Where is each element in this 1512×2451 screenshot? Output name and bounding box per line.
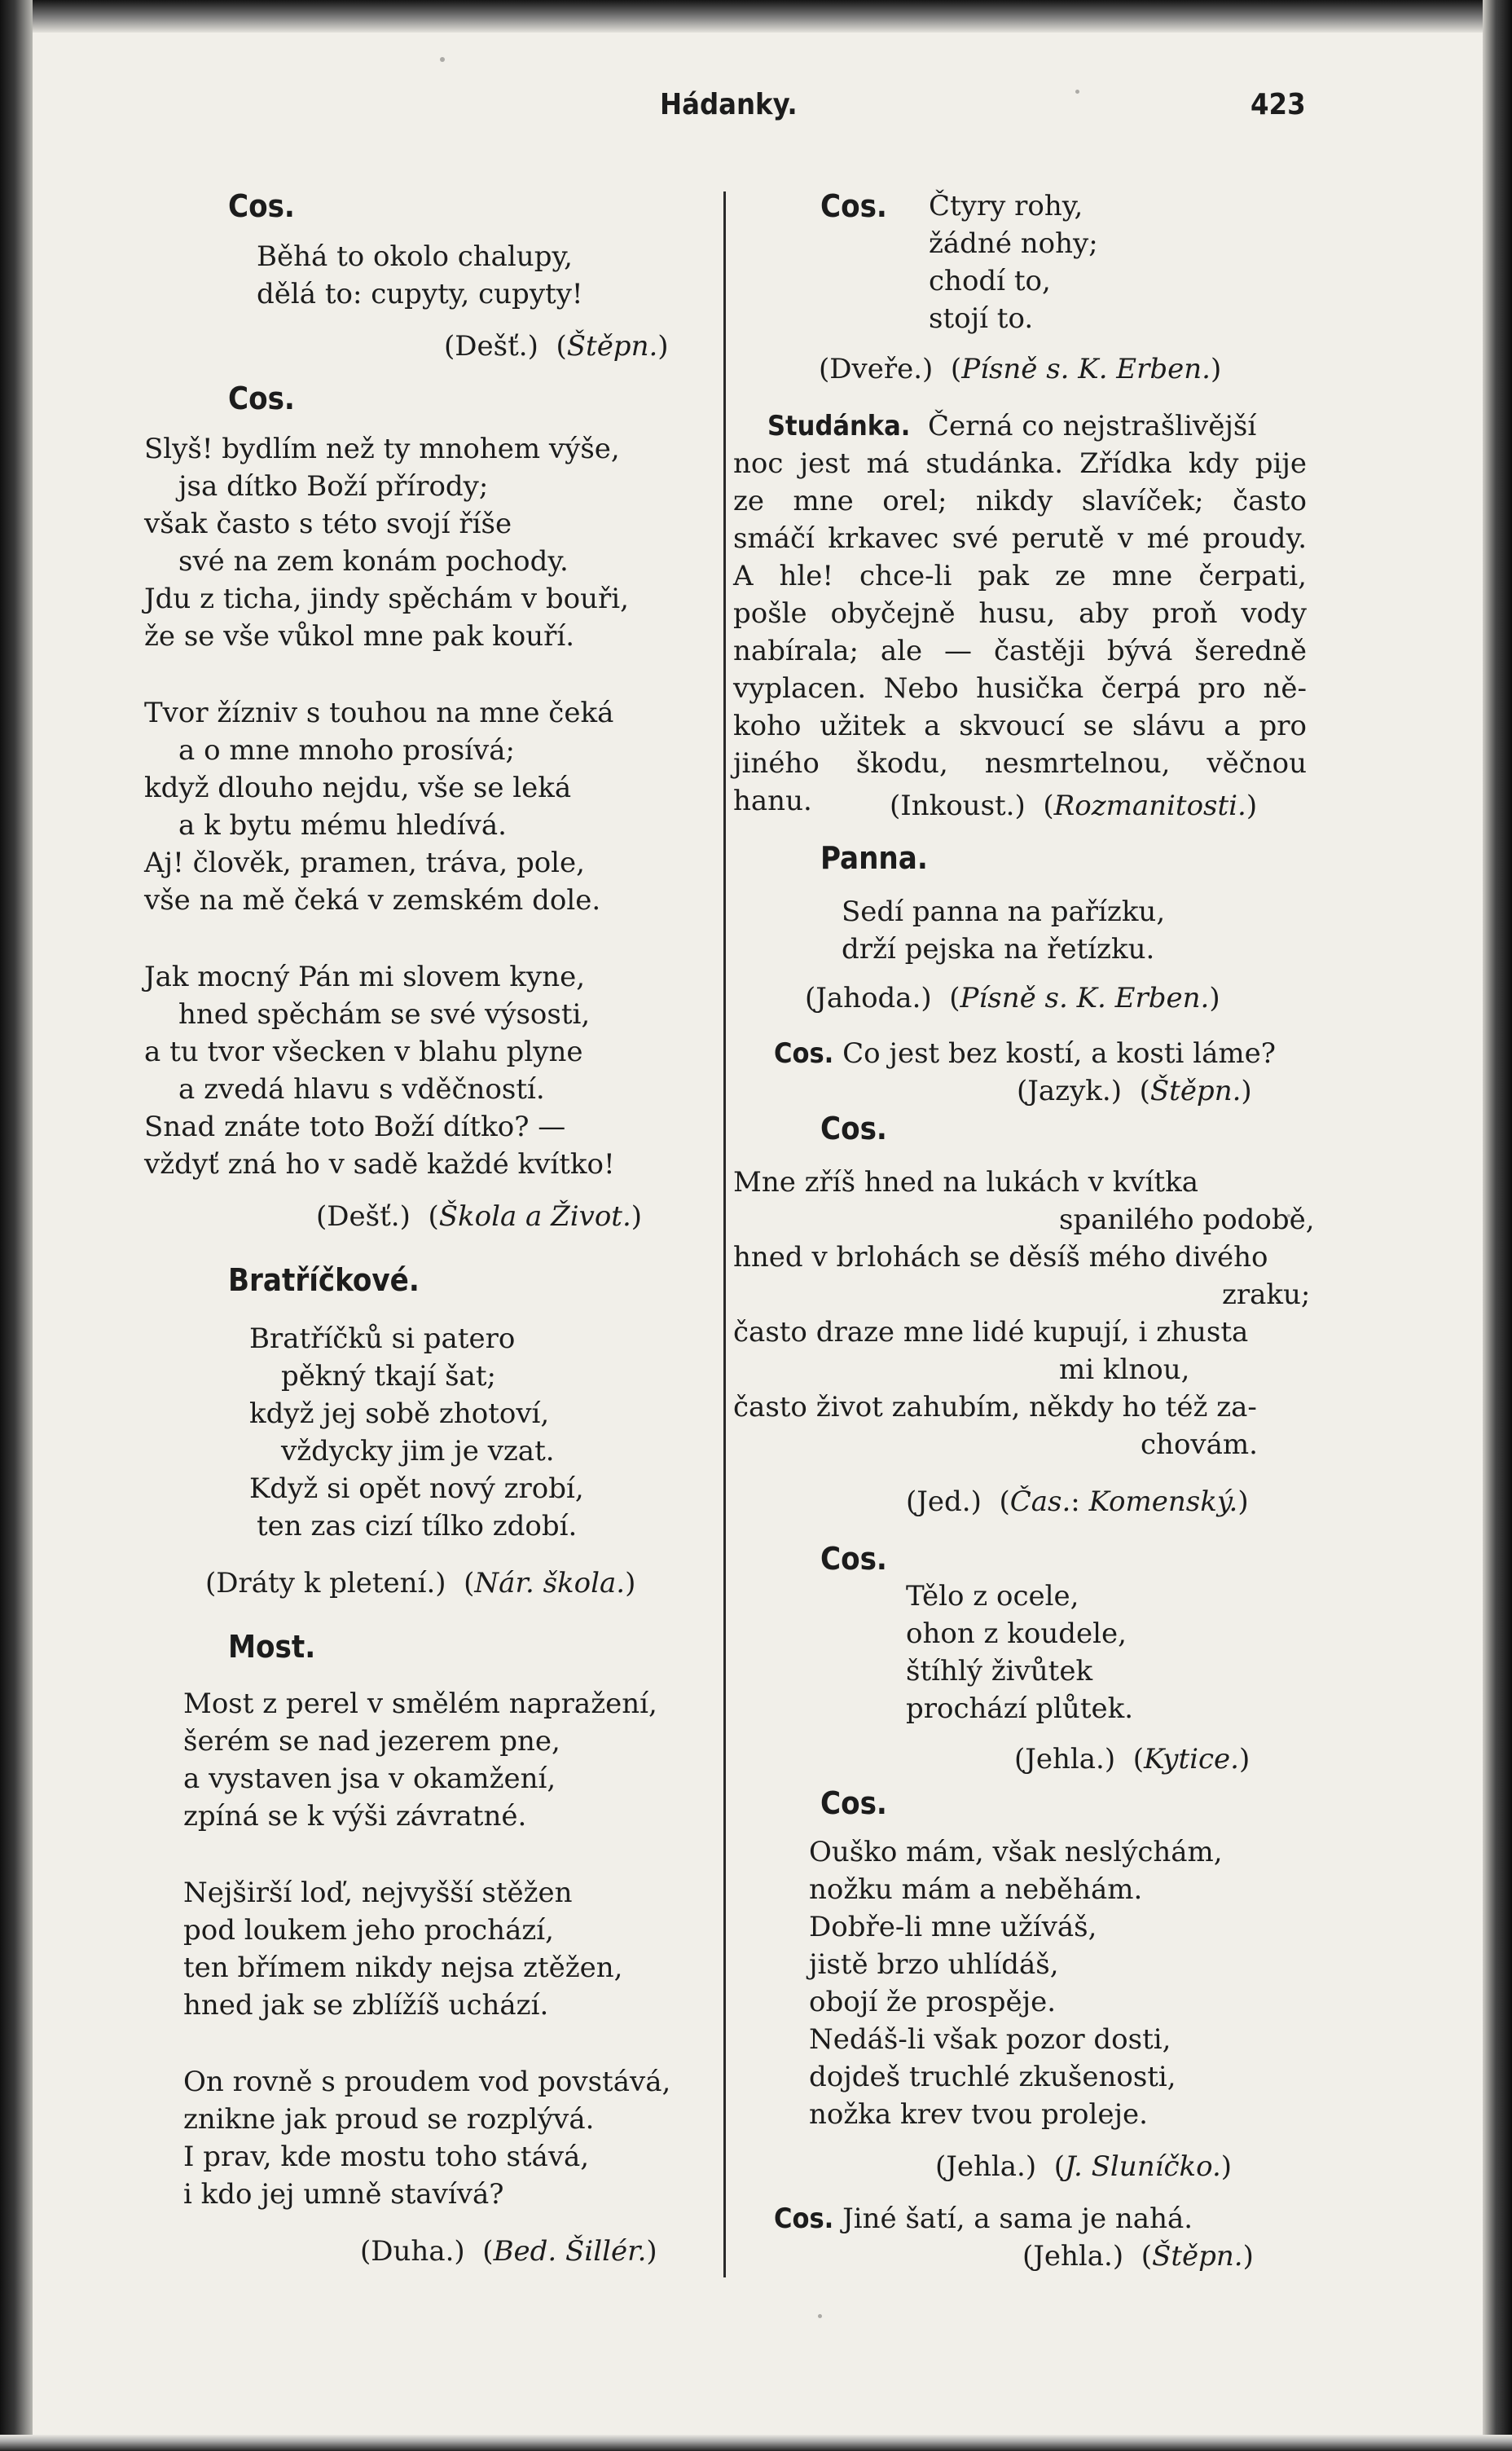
verse-line: Nedáš-li však pozor dosti, [809, 2023, 1171, 2056]
verse-line: jistě brzo uhlídáš, [809, 1948, 1059, 1981]
riddle-heading: Cos. [820, 1111, 887, 1146]
verse-line: nožku mám a neběhám. [809, 1873, 1143, 1906]
prose-line: A hle! chce-li pak ze mne čerpati, [733, 560, 1307, 592]
riddle-attribution: (Duha.) (Bed. Šillér.) [360, 2235, 657, 2268]
verse-line: Mne zříš hned na lukách v kvítka [733, 1166, 1199, 1199]
verse-line: nožka krev tvou proleje. [809, 2098, 1148, 2131]
verse-line: a tu tvor všecken v blahu plyne [144, 1036, 583, 1068]
verse-line: hned jak se zblížíš uchází. [183, 1989, 549, 2022]
verse-line: vždycky jim je vzat. [281, 1435, 555, 1468]
prose-line: nabírala; ale — častěji bývá šeredně [733, 635, 1307, 667]
page-number: 423 [1250, 88, 1306, 121]
verse-line: Dobře-li mne užíváš, [809, 1911, 1097, 1943]
verse-line: mi klnou, [1059, 1353, 1190, 1386]
verse-line: a o mne mnoho prosívá; [178, 734, 515, 767]
verse-line: a k bytu mému hledívá. [178, 809, 507, 842]
verse-line: znikne jak proud se rozplývá. [183, 2103, 595, 2136]
verse-line: Snad znáte toto Boží dítko? — [144, 1111, 566, 1143]
verse-line: spanilého podobě, [1059, 1203, 1315, 1236]
verse-line: pěkný tkají šat; [281, 1360, 496, 1393]
riddle-heading: Cos. [820, 1785, 887, 1821]
verse-line: dojdeš truchlé zkušenosti, [809, 2061, 1176, 2093]
prose-line: Studánka. Černá co nejstrašlivější [767, 410, 1257, 442]
verse-line: Tělo z ocele, [906, 1580, 1079, 1613]
verse-line: své na zem konám pochody. [178, 545, 569, 578]
verse-line: pod loukem jeho prochází, [183, 1914, 554, 1947]
prose-line: koho užitek a skvoucí se slávu a pro [733, 710, 1307, 742]
verse-line: i kdo jej umně stavívá? [183, 2178, 504, 2211]
riddle-line: Cos. Co jest bez kostí, a kosti láme? [774, 1037, 1276, 1070]
verse-line: že se vše vůkol mne pak kouří. [144, 620, 575, 653]
riddle-attribution: (Jahoda.) (Písně s. K. Erben.) [805, 982, 1220, 1014]
verse-line: drží pejska na řetízku. [842, 933, 1155, 966]
verse-line: On rovně s proudem vod povstává, [183, 2066, 671, 2098]
prose-line: pošle obyčejně husu, aby proň vody [733, 597, 1307, 630]
verse-line: hned v brlohách se děsíš mého divého [733, 1241, 1268, 1274]
verse-line: dělá to: cupyty, cupyty! [257, 278, 583, 310]
riddle-heading: Bratříčkové. [228, 1262, 420, 1298]
scan-edge-top [0, 0, 1512, 33]
riddle-heading: Panna. [820, 840, 928, 876]
prose-line: smáčí krkavec své perutě v mé proudy. [733, 522, 1307, 555]
scan-edge-right [1483, 0, 1512, 2451]
riddle-attribution: (Inkoust.) (Rozmanitosti.) [890, 790, 1258, 822]
verse-line: jsa dítko Boží přírody; [178, 470, 489, 503]
verse-line: chodí to, [929, 265, 1051, 297]
verse-line: chovám. [1141, 1428, 1258, 1461]
verse-line: často život zahubím, někdy ho též za- [733, 1391, 1257, 1424]
prose-line: jiného škodu, nesmrtelnou, věčnou hanu. [733, 747, 1307, 817]
verse-line: Tvor žízniv s touhou na mne čeká [144, 697, 614, 729]
riddle-heading: Cos. [820, 1541, 887, 1577]
riddle-attribution: (Jehla.) (Kytice.) [1014, 1743, 1250, 1776]
riddle-heading: Cos. [228, 188, 295, 224]
verse-line: obojí že prospěje. [809, 1986, 1057, 2018]
riddle-attribution: (Jehla.) (J. Sluníčko.) [935, 2150, 1233, 2183]
verse-line: Sedí panna na pařízku, [842, 895, 1166, 928]
riddle-attribution: (Dráty k pletení.) (Nár. škola.) [205, 1567, 636, 1600]
verse-line: stojí to. [929, 302, 1034, 335]
column-divider [723, 191, 726, 2277]
verse-line: Most z perel v smělém napražení, [183, 1688, 657, 1720]
verse-line: a vystaven jsa v okamžení, [183, 1762, 556, 1795]
verse-line: a zvedá hlavu s vděčností. [178, 1073, 545, 1106]
riddle-heading: Cos. [820, 188, 887, 224]
riddle-heading: Cos. [228, 381, 295, 416]
verse-line: Běhá to okolo chalupy, [257, 240, 573, 273]
verse-line: Nejširší loď, nejvyšší stěžen [183, 1877, 573, 1909]
verse-line: I prav, kde mostu toho stává, [183, 2141, 590, 2173]
scan-speck [1075, 90, 1079, 94]
verse-line: když dlouho nejdu, vše se leká [144, 772, 572, 804]
riddle-heading: Most. [228, 1629, 316, 1665]
verse-line: vše na mě čeká v zemském dole. [144, 884, 601, 917]
verse-line: Bratříčků si patero [249, 1322, 516, 1355]
scan-speck [1287, 1214, 1290, 1217]
verse-line: prochází plůtek. [906, 1692, 1134, 1725]
riddle-attribution: (Dešť.) (Škola a Život.) [316, 1200, 643, 1233]
prose-line: ze mne orel; nikdy slavíček; často [733, 485, 1307, 517]
verse-line: Jdu z ticha, jindy spěchám v bouři, [144, 583, 629, 615]
verse-line: ten břímem nikdy nejsa ztěžen, [183, 1952, 623, 1984]
verse-line: Aj! člověk, pramen, tráva, pole, [144, 847, 585, 879]
verse-line: vždyť zná ho v sadě každé kvítko! [144, 1148, 615, 1181]
verse-line: Čtyry rohy, [929, 190, 1083, 222]
scan-edge-bottom [0, 2435, 1512, 2451]
verse-line: Ouško mám, však neslýchám, [809, 1836, 1223, 1868]
verse-line: ten zas cizí tílko zdobí. [257, 1510, 578, 1542]
verse-line: Když si opět nový zrobí, [249, 1472, 584, 1505]
scan-edge-left [0, 0, 33, 2451]
verse-line: zraku; [1222, 1278, 1311, 1311]
verse-line: zpíná se k výši závratné. [183, 1800, 527, 1833]
riddle-attribution: (Jazyk.) (Štěpn.) [1017, 1075, 1252, 1107]
riddle-attribution: (Jed.) (Čas.: Komenský.) [906, 1485, 1249, 1518]
scan-speck [818, 2314, 822, 2318]
riddle-attribution: (Dveře.) (Písně s. K. Erben.) [819, 353, 1222, 385]
verse-line: štíhlý živůtek [906, 1655, 1093, 1688]
verse-line: však často s této svojí říše [144, 508, 512, 540]
running-header-title: Hádanky. [660, 88, 798, 121]
verse-line: často draze mne lidé kupují, i zhusta [733, 1316, 1249, 1349]
verse-line: ohon z koudele, [906, 1617, 1127, 1650]
riddle-line: Cos. Jiné šatí, a sama je nahá. [774, 2202, 1193, 2235]
riddle-attribution: (Dešť.) (Štěpn.) [444, 330, 669, 363]
verse-line: žádné nohy; [929, 227, 1098, 260]
verse-line: Slyš! bydlím než ty mnohem výše, [144, 433, 620, 465]
prose-line: vyplacen. Nebo husička čerpá pro ně- [733, 672, 1307, 705]
verse-line: Jak mocný Pán mi slovem kyne, [144, 961, 586, 993]
verse-line: když jej sobě zhotoví, [249, 1397, 550, 1430]
verse-line: hned spěchám se své výsosti, [178, 998, 591, 1031]
riddle-attribution: (Jehla.) (Štěpn.) [1022, 2240, 1254, 2273]
verse-line: šerém se nad jezerem pne, [183, 1725, 560, 1758]
scan-speck [440, 57, 445, 62]
prose-line: noc jest má studánka. Zřídka kdy pije [733, 447, 1307, 480]
